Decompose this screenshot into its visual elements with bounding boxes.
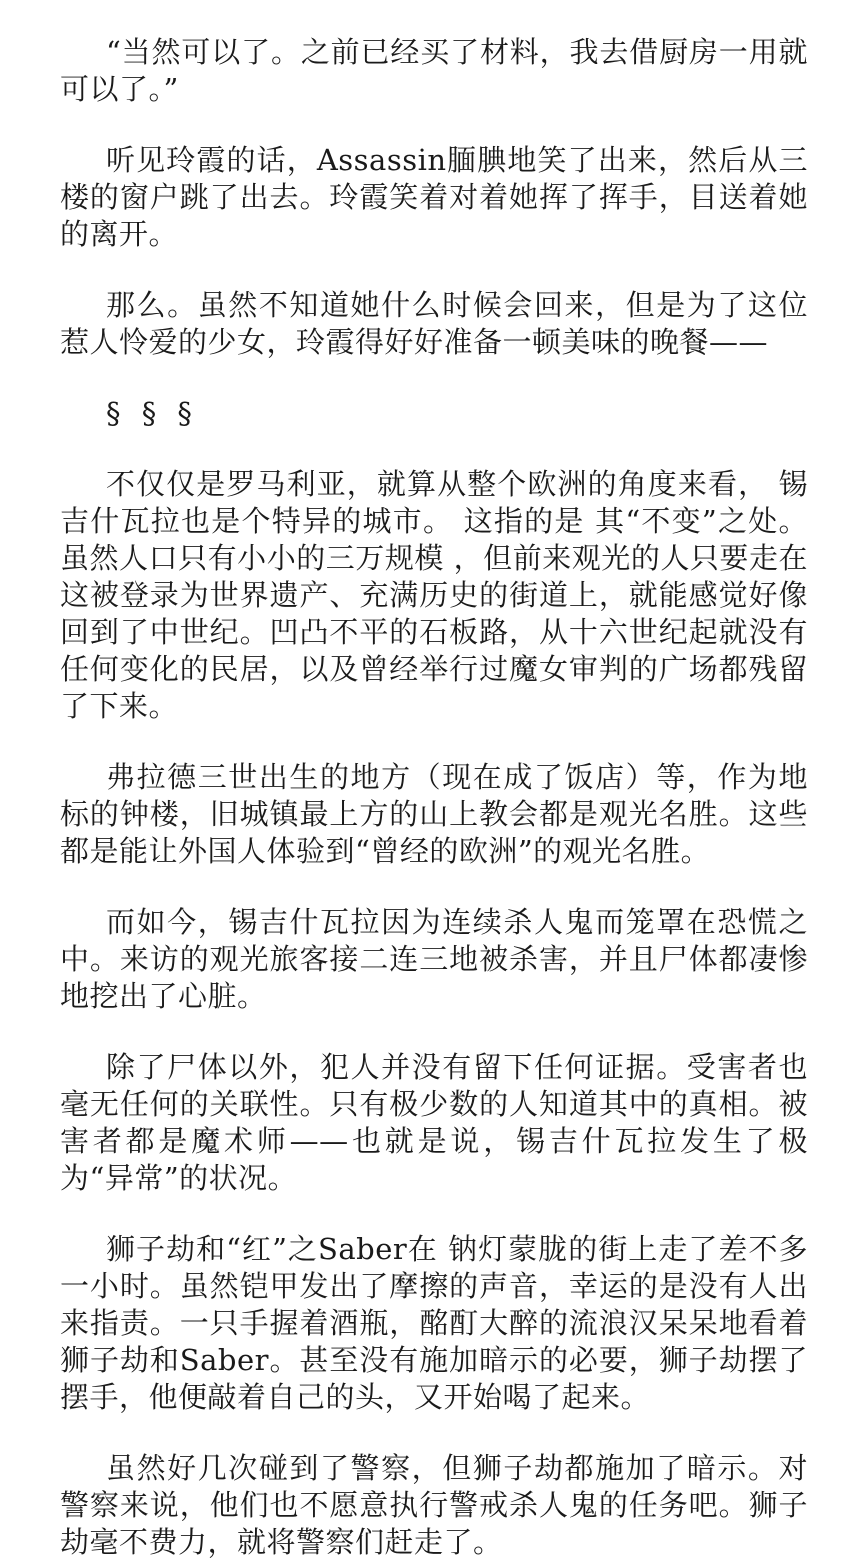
paragraph: 听见玲霞的话，Assassin腼腆地笑了出来，然后从三楼的窗户跳了出去。玲霞笑着对着她挥了挥手，目送着她的离开。 xyxy=(60,143,808,251)
paragraph: “当然可以了。之前已经买了材料，我去借厨房一用就可以了。” xyxy=(60,35,808,106)
paragraph: 弗拉德三世出生的地方（现在成了饭店）等，作为地标的钟楼，旧城镇最上方的山上教会都是观光名胜。这些都是能让外国人体验到“曾经的欧洲”的观光名胜。 xyxy=(60,760,808,868)
paragraph: 那么。虽然不知道她什么时候会回来，但是为了这位惹人怜爱的少女，玲霞得好好准备一顿美味的晚餐—— xyxy=(60,288,808,359)
paragraph: 除了尸体以外，犯人并没有留下任何证据。受害者也毫无任何的关联性。只有极少数的人知道其中的真相。被害者都是魔术师——也就是说，锡吉什瓦拉发生了极为“异常”的状况。 xyxy=(60,1050,808,1195)
paragraph: 狮子劫和“红”之Saber在 钠灯蒙胧的街上走了差不多一小时。虽然铠甲发出了摩擦的声音，幸运的是没有人出来指责。一只手握着酒瓶，酩酊大醉的流浪汉呆呆地看着狮子劫和Saber。甚至没有施加暗示的必要，狮子劫摆了摆手，他便敲着自己的头，又开始喝了起来。 xyxy=(60,1232,808,1414)
section-break: § § § xyxy=(106,396,198,430)
paragraph: 不仅仅是罗马利亚，就算从整个欧洲的角度来看， 锡吉什瓦拉也是个特异的城市。 这指的是 其“不变”之处。虽然人口只有小小的三万规模 ，但前来观光的人只要走在这被登录为世界遗产、充满历史的街道上，就能感觉好像回到了中世纪。凹凸不平的石板路，从十六世纪起就没有任何变化的民居，以及曾经举行过魔女审判的广场都残留了下来。 xyxy=(60,467,808,723)
paragraph: 而如今，锡吉什瓦拉因为连续杀人鬼而笼罩在恐慌之中。来访的观光旅客接二连三地被杀害，并且尸体都凄惨地挖出了心脏。 xyxy=(60,905,808,1013)
paragraph: 虽然好几次碰到了警察，但狮子劫都施加了暗示。对警察来说，他们也不愿意执行警戒杀人鬼的任务吧。狮子劫毫不费力，就将警察们赶走了。 xyxy=(60,1451,808,1559)
